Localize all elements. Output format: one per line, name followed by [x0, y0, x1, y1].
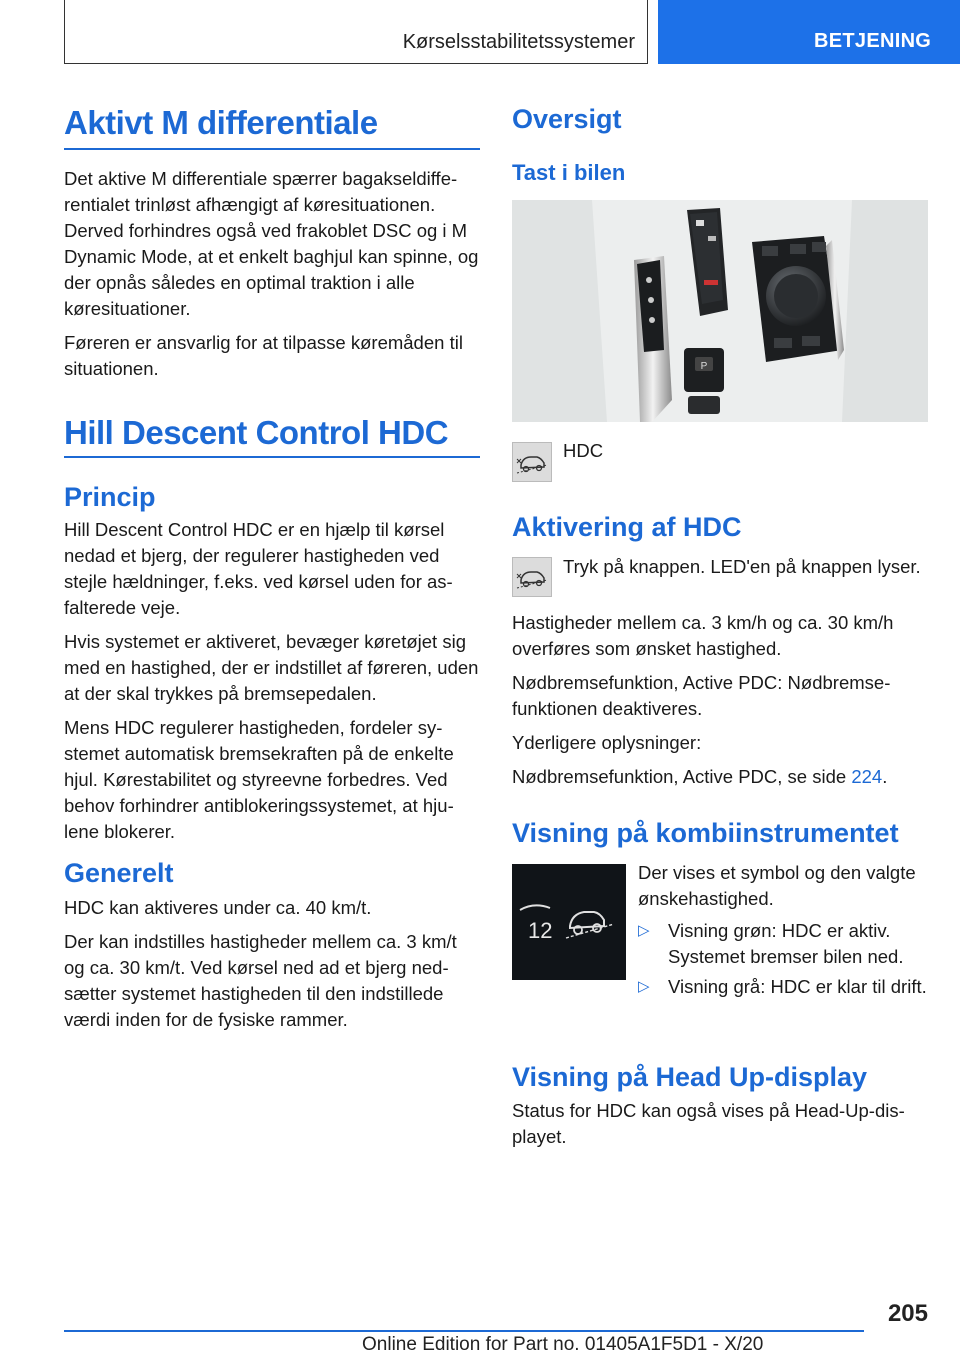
heading-aktivering-af-hdc: Aktivering af HDC	[512, 512, 742, 542]
svg-text:P: P	[700, 361, 708, 372]
aktivering-body	[512, 610, 928, 798]
paragraph: Hvis systemet er aktiveret, bevæger køretøjet sig med en hastighed, der er indstillet af føreren, uden at der skal trykkes på bremsepedalen.	[64, 631, 479, 704]
page-reference-link[interactable]: 224	[851, 766, 883, 787]
cluster-speed-value: 12	[528, 918, 553, 943]
paragraph: Hastigheder mellem ca. 3 km/h og ca. 30 km/h overføres som ønsket hastighed.	[512, 612, 894, 659]
heading-hill-descent-control: Hill Descent Control HDC	[64, 414, 449, 451]
heading-visning-kombiinstrumentet: Visning på kombiinstrumentet	[512, 818, 899, 848]
bullet-text: Visning grå: HDC er klar til drift.	[668, 976, 927, 997]
header-section-box	[64, 0, 648, 64]
kombi-body: Der vises et symbol og den valgte ønskehastighed.	[638, 862, 916, 909]
paragraph: Hill Descent Control HDC er en hjælp til kørsel nedad et bjerg, der regulerer hastigheden ved stejle hældninger, f.eks. ved kørsel uden for asfalterede veje.	[64, 519, 453, 618]
heading-oversigt: Oversigt	[512, 104, 622, 134]
bullet-triangle-icon: ▷	[638, 978, 650, 995]
reference-text: Nødbremsefunktion, Active PDC, se side	[512, 766, 852, 787]
header-chapter-tab	[658, 0, 960, 64]
paragraph: Der kan indstilles hastigheder mellem ca. 3 km/t og ca. 30 km/t. Ved kørsel ned ad et bjerg nedsætter systemet hastigheden til den indstillede værdi inden for de fysiske rammer.	[64, 931, 457, 1030]
reference-end: .	[882, 766, 888, 787]
heading-aktivt-m-differentiale: Aktivt M differentiale	[64, 104, 378, 141]
header-chapter-title: BETJENING	[814, 30, 932, 52]
princip-body	[64, 517, 480, 853]
m-diff-body	[64, 166, 480, 390]
page-number: 205	[887, 1300, 928, 1327]
generelt-body	[64, 895, 480, 1041]
heading-rule	[64, 148, 480, 150]
aktivering-instruction: Tryk på knappen. LED'en på knappen lyser.	[563, 556, 921, 577]
hdc-button-icon	[512, 442, 552, 482]
hud-body: Status for HDC kan også vises på Head-Up-displayet.	[512, 1100, 905, 1147]
paragraph: Nødbremsefunktion, Active PDC: Nødbremsefunktionen deaktiveres.	[512, 672, 891, 719]
paragraph: Yderligere oplysninger:	[512, 732, 702, 753]
car-descent-icon	[513, 558, 551, 596]
hdc-icon-label: HDC	[563, 440, 604, 461]
list-item	[638, 974, 930, 1000]
bullet-triangle-icon: ▷	[638, 922, 650, 939]
footer-rule	[64, 1330, 864, 1332]
header-section-title: Kørselsstabilitetssystemer	[402, 31, 635, 53]
center-console-photo	[512, 200, 928, 422]
footer-edition: Online Edition for Part no. 01405A1F5D1 - X/20	[362, 1334, 764, 1355]
reference-paragraph	[512, 764, 928, 790]
paragraph: Det aktive M differentiale spærrer bagakseldifferentialet trinløst afhængigt af køresituationen. Derved forhindres også ved frakoblet DSC og i M Dynamic Mode, at et enkelt baghjul kan spinne, og der opnås således en optimal traktion i alle køresituationer.	[64, 168, 479, 319]
heading-generelt: Generelt	[64, 858, 174, 888]
paragraph: HDC kan aktiveres under ca. 40 km/t.	[64, 897, 372, 918]
heading-rule	[64, 456, 480, 458]
hdc-button-icon	[512, 557, 552, 597]
paragraph: Mens HDC regulerer hastigheden, fordeler systemet automatisk bremsekraften på de enkelte hjul. Kørestabilitet og styreevne forbedres. Ved behov forhindrer antiblokeringssystemet, at hjulene blokerer.	[64, 717, 454, 842]
bullet-text: Visning grøn: HDC er aktiv. Systemet bremser bilen ned.	[668, 920, 904, 967]
paragraph: Føreren er ansvarlig for at tilpasse køremåden til situationen.	[64, 332, 463, 379]
car-descent-icon	[513, 443, 551, 481]
list-item	[638, 918, 930, 970]
console-illustration	[512, 200, 928, 422]
heading-tast-i-bilen: Tast i bilen	[512, 160, 626, 185]
instrument-cluster-display	[512, 864, 626, 980]
heading-princip: Princip	[64, 482, 156, 512]
heading-visning-head-up-display: Visning på Head Up-display	[512, 1062, 868, 1092]
